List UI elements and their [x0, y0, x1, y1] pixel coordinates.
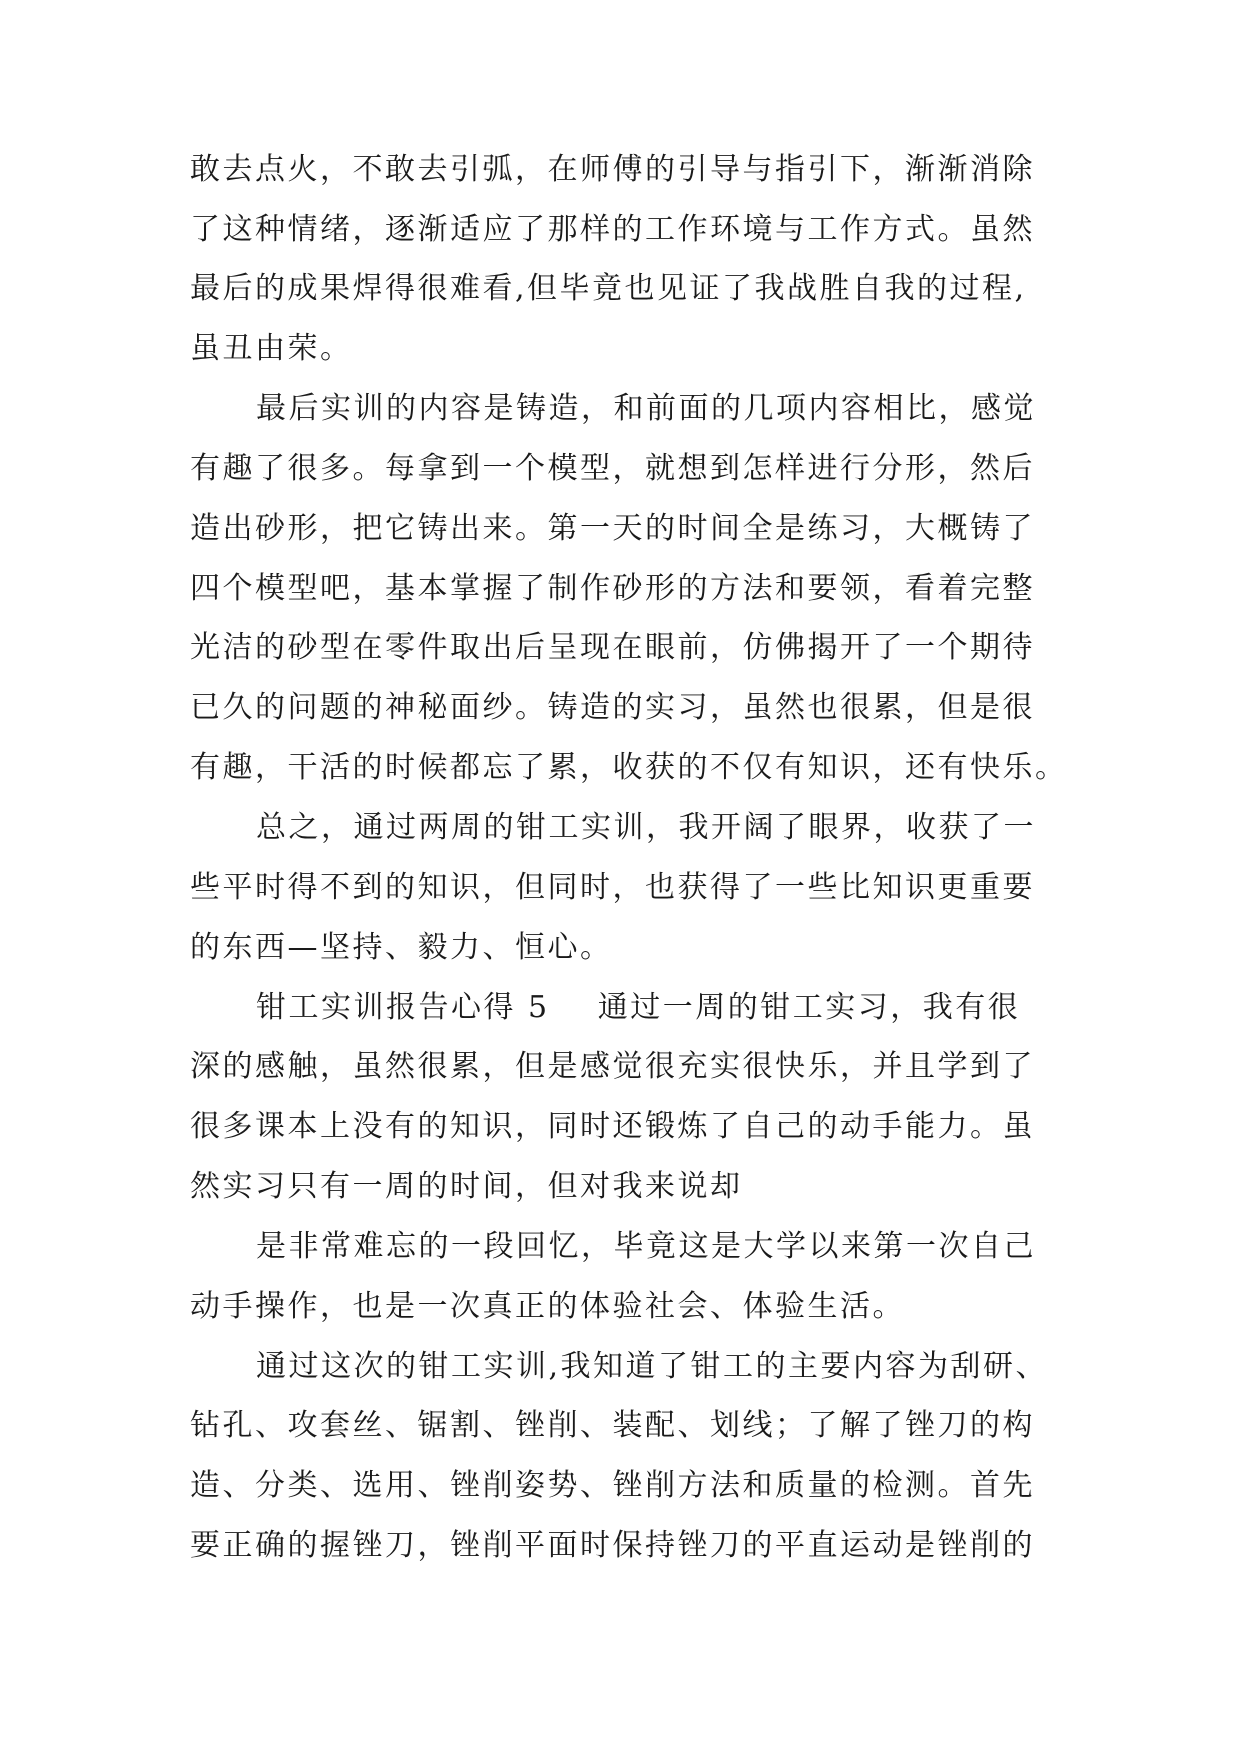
text-line: 然实习只有一周的时间，但对我来说却	[190, 1169, 743, 1204]
text-line: 钻孔、攻套丝、锯割、锉削、装配、划线；了解了锉刀的构	[190, 1408, 1035, 1443]
text-line: 要正确的握锉刀，锉削平面时保持锉刀的平直运动是锉削的	[190, 1528, 1035, 1563]
text-line: 有趣了很多。每拿到一个模型，就想到怎样进行分形，然后	[190, 451, 1035, 486]
text-line: 最后的成果焊得很难看,但毕竟也见证了我战胜自我的过程,	[190, 271, 1027, 306]
text-line: 光洁的砂型在零件取出后呈现在眼前，仿佛揭开了一个期待	[190, 630, 1035, 665]
text-line: 深的感触，虽然很累，但是感觉很充实很快乐，并且学到了	[190, 1049, 1035, 1084]
text-line: 已久的问题的神秘面纱。铸造的实习，虽然也很累，但是很	[190, 690, 1035, 725]
paragraph-first-line: 总之，通过两周的钳工实训，我开阔了眼界，收获了一	[256, 810, 1036, 845]
text-line: 动手操作，也是一次真正的体验社会、体验生活。	[190, 1289, 905, 1324]
text-line: 些平时得不到的知识，但同时，也获得了一些比知识更重要	[190, 870, 1035, 905]
text-line: 敢去点火，不敢去引弧，在师傅的引导与指引下，渐渐消除	[190, 152, 1035, 187]
paragraph-first-line: 是非常难忘的一段回忆，毕竟这是大学以来第一次自己	[256, 1229, 1036, 1264]
paragraph-first-line: 通过这次的钳工实训,我知道了钳工的主要内容为刮研、	[256, 1349, 1049, 1384]
section-heading-line: 钳工实训报告心得 5 通过一周的钳工实习，我有很	[256, 990, 1021, 1025]
text-line: 了这种情绪，逐渐适应了那样的工作环境与工作方式。虽然	[190, 212, 1035, 247]
text-line: 很多课本上没有的知识，同时还锻炼了自己的动手能力。虽	[190, 1109, 1035, 1144]
paragraph-first-line: 最后实训的内容是铸造，和前面的几项内容相比，感觉	[256, 391, 1036, 426]
text-line: 四个模型吧，基本掌握了制作砂形的方法和要领，看着完整	[190, 571, 1035, 606]
text-line: 虽丑由荣。	[190, 331, 353, 366]
text-line: 造、分类、选用、锉削姿势、锉削方法和质量的检测。首先	[190, 1468, 1035, 1503]
text-line: 有趣，干活的时候都忘了累，收获的不仅有知识，还有快乐。	[190, 750, 1068, 785]
text-line: 造出砂形，把它铸出来。第一天的时间全是练习，大概铸了	[190, 511, 1035, 546]
text-line: 的东西—坚持、毅力、恒心。	[190, 930, 613, 965]
